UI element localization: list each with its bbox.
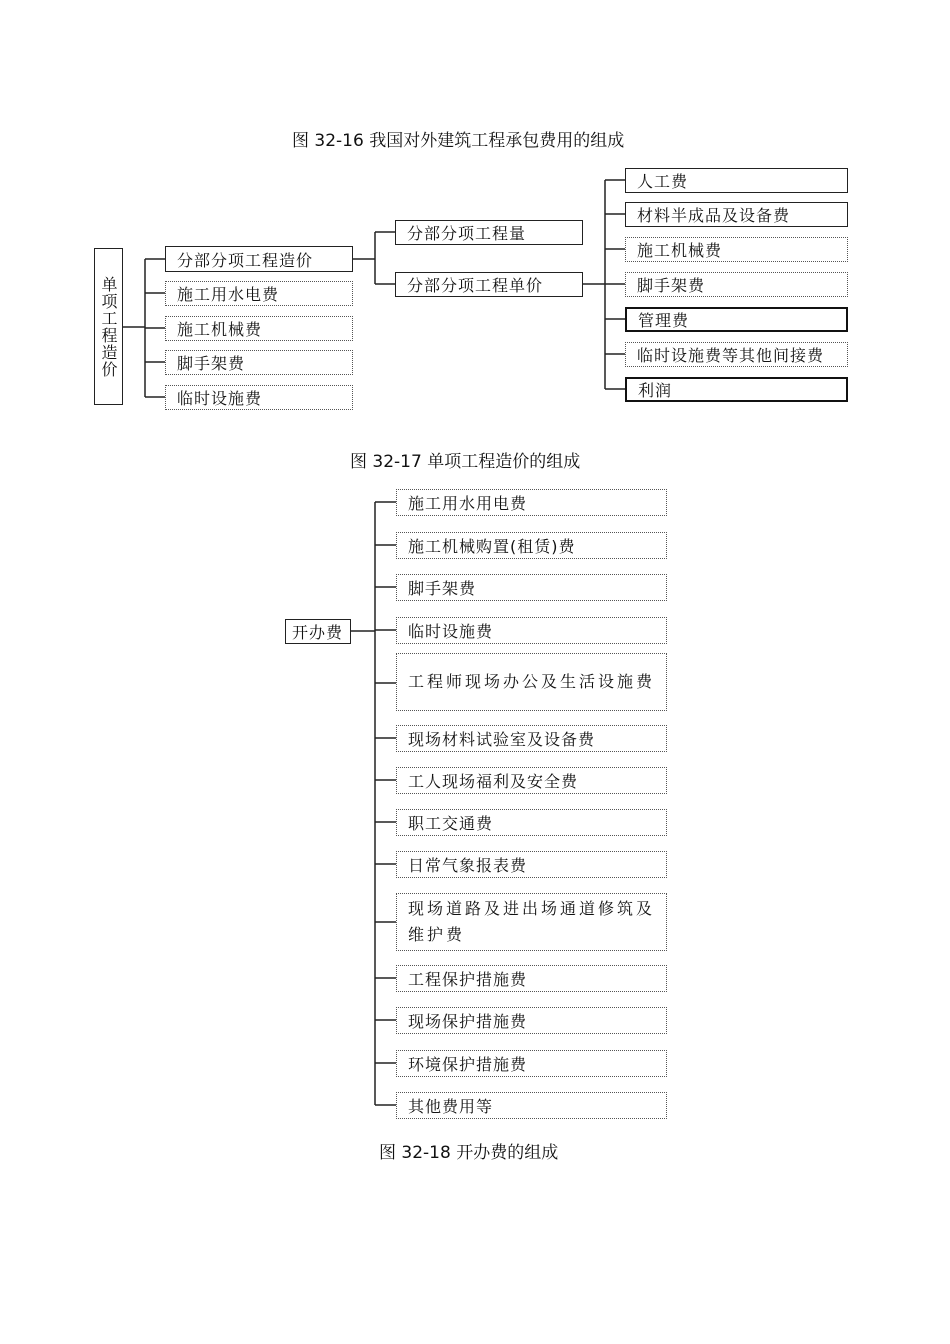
level2-node: 分部分项工程单价 [395,272,583,297]
item-node: 工人现场福利及安全费 [396,767,667,794]
figure-caption-32-17: 图 32-17 单项工程造价的组成 [350,452,581,472]
level3-node: 材料半成品及设备费 [625,202,848,227]
item-node: 环境保护措施费 [396,1050,667,1077]
level1-node: 临时设施费 [165,385,353,410]
level3-node: 利润 [625,377,848,402]
item-node: 职工交通费 [396,809,667,836]
item-node: 现场材料试验室及设备费 [396,725,667,752]
item-node: 施工机械购置(租赁)费 [396,532,667,559]
level3-node: 施工机械费 [625,237,848,262]
item-node: 工程保护措施费 [396,965,667,992]
item-node: 现场保护措施费 [396,1007,667,1034]
item-node: 其他费用等 [396,1092,667,1119]
level1-node: 脚手架费 [165,350,353,375]
item-node: 脚手架费 [396,574,667,601]
level1-node: 施工用水电费 [165,281,353,306]
level3-node: 临时设施费等其他间接费 [625,342,848,367]
item-node: 日常气象报表费 [396,851,667,878]
level3-node: 人工费 [625,168,848,193]
item-node: 临时设施费 [396,617,667,644]
item-node: 施工用水用电费 [396,489,667,516]
item-node: 现场道路及进出场通道修筑及维护费 [396,893,667,951]
root-node-preliminary-cost: 开办费 [285,619,351,644]
figure-caption-32-16: 图 32-16 我国对外建筑工程承包费用的组成 [292,131,625,151]
root-node-single-project-cost [94,248,123,405]
figure-caption-32-18: 图 32-18 开办费的组成 [379,1143,559,1163]
level2-node: 分部分项工程量 [395,220,583,245]
level1-node: 分部分项工程造价 [165,246,353,272]
root-node-label: 单项工程造价 [99,275,118,378]
level3-node: 管理费 [625,307,848,332]
level3-node: 脚手架费 [625,272,848,297]
level1-node: 施工机械费 [165,316,353,341]
item-node: 工程师现场办公及生活设施费 [396,653,667,711]
